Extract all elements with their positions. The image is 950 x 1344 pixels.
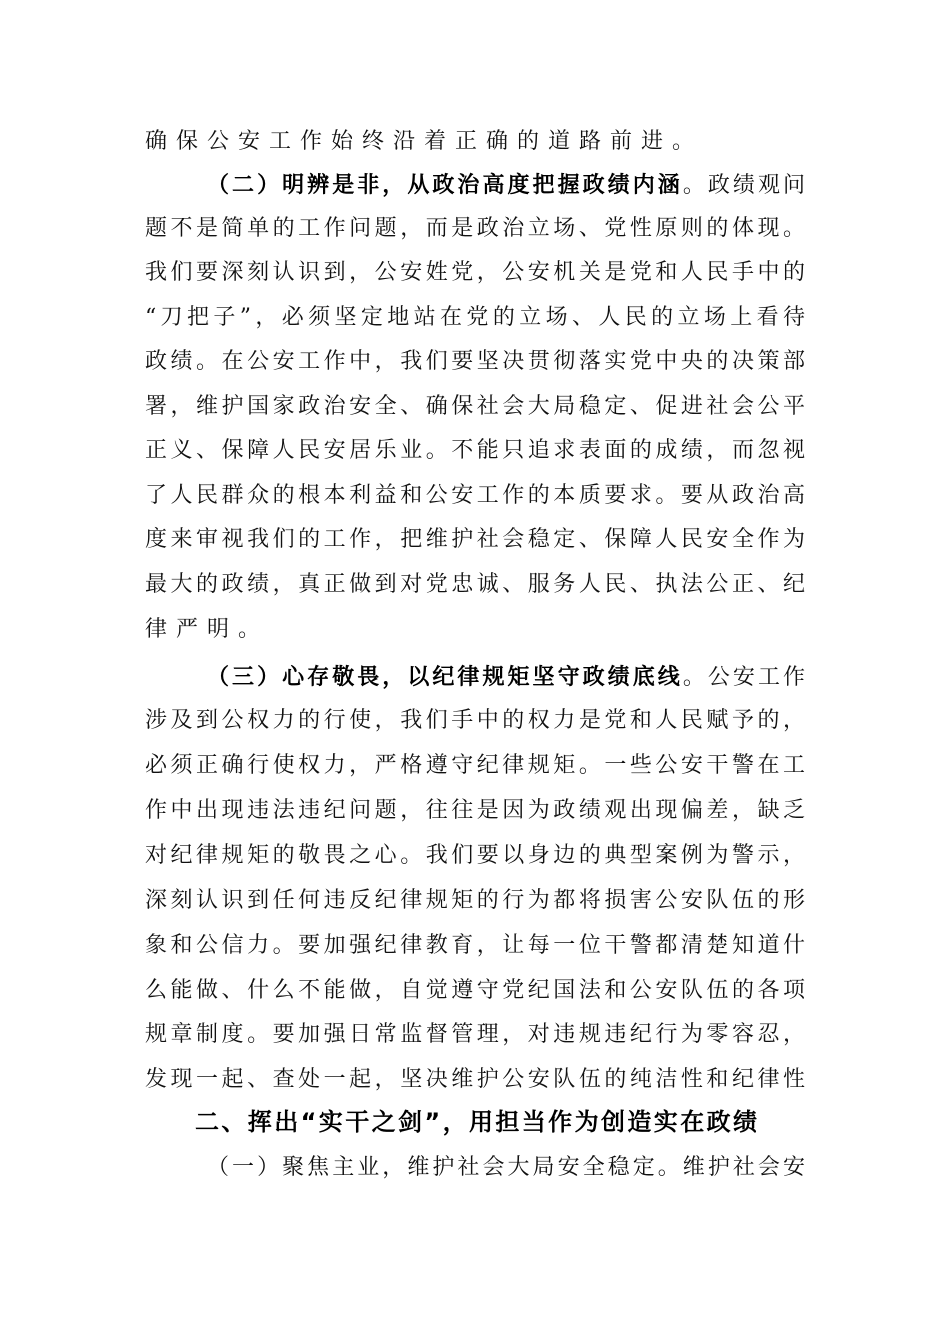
- section-3-line: 象和公信力。要加强纪律教育，让每一位干警都清楚知道什: [145, 933, 805, 958]
- section-2-last-line: 律严明。: [145, 617, 270, 642]
- subsection-1-first-line: [207, 1146, 805, 1190]
- section-2-line: 了人民群众的根本利益和公安工作的本质要求。要从政治高: [145, 483, 805, 508]
- paragraph-continuation-line: 确保公安工作始终沿着正确的道路前进。: [145, 129, 704, 154]
- section-2-line: “刀把子”，必须坚定地站在党的立场、人民的立场上看待: [145, 305, 805, 330]
- section-3-line: 深刻认识到任何违反纪律规矩的行为都将损害公安队伍的形: [145, 888, 805, 913]
- section-3-line: 发现一起、查处一起，坚决维护公安队伍的纯洁性和纪律性: [145, 1067, 805, 1092]
- section-heading: 二、挥出“实干之剑”，用担当作为创造实在政绩: [195, 1108, 757, 1136]
- section-3-line: 必须正确行使权力，严格遵守纪律规矩。一些公安干警在工: [145, 753, 805, 778]
- section-3-first-line: [207, 655, 805, 699]
- subsection-1-lead: （一）聚焦主业，维护社会大局安全稳定: [207, 1155, 658, 1180]
- section-2-line: 政绩。在公安工作中，我们要坚决贯彻落实党中央的决策部: [145, 349, 805, 374]
- section-3-line: 涉及到公权力的行使，我们手中的权力是党和人民赋予的，: [145, 708, 805, 733]
- section-3-line: 作中出现违法违纪问题，往往是因为政绩观出现偏差，缺乏: [145, 798, 805, 823]
- section-2-line: 正义、保障人民安居乐业。不能只追求表面的成绩，而忽视: [145, 438, 805, 463]
- section-2-lead-rest: 。政绩观问: [682, 173, 805, 198]
- section-2-line: 我们要深刻认识到，公安姓党，公安机关是党和人民手中的: [145, 260, 805, 285]
- section-2-line: 题不是简单的工作问题，而是政治立场、党性原则的体现。: [145, 216, 805, 241]
- section-2-lead: （二）明辨是非，从政治高度把握政绩内涵: [207, 172, 683, 198]
- section-2-line: 最大的政绩，真正做到对党忠诚、服务人民、执法公正、纪: [145, 572, 805, 597]
- subsection-1-rest: 。维护社会安: [657, 1155, 805, 1180]
- section-3-lead: （三）心存敬畏，以纪律规矩坚守政绩底线: [207, 664, 683, 690]
- section-3-line: 么能做、什么不能做，自觉遵守党纪国法和公安队伍的各项: [145, 978, 805, 1003]
- section-2-line: 署，维护国家政治安全、确保社会大局稳定、促进社会公平: [145, 394, 805, 419]
- section-3-lead-rest: 。公安工作: [682, 665, 805, 690]
- section-3-line: 对纪律规矩的敬畏之心。我们要以身边的典型案例为警示，: [145, 843, 805, 868]
- section-2-first-line: [207, 163, 805, 207]
- section-3-line: 规章制度。要加强日常监督管理，对违规违纪行为零容忍，: [145, 1022, 805, 1047]
- section-2-line: 度来审视我们的工作，把维护社会稳定、保障人民安全作为: [145, 527, 805, 552]
